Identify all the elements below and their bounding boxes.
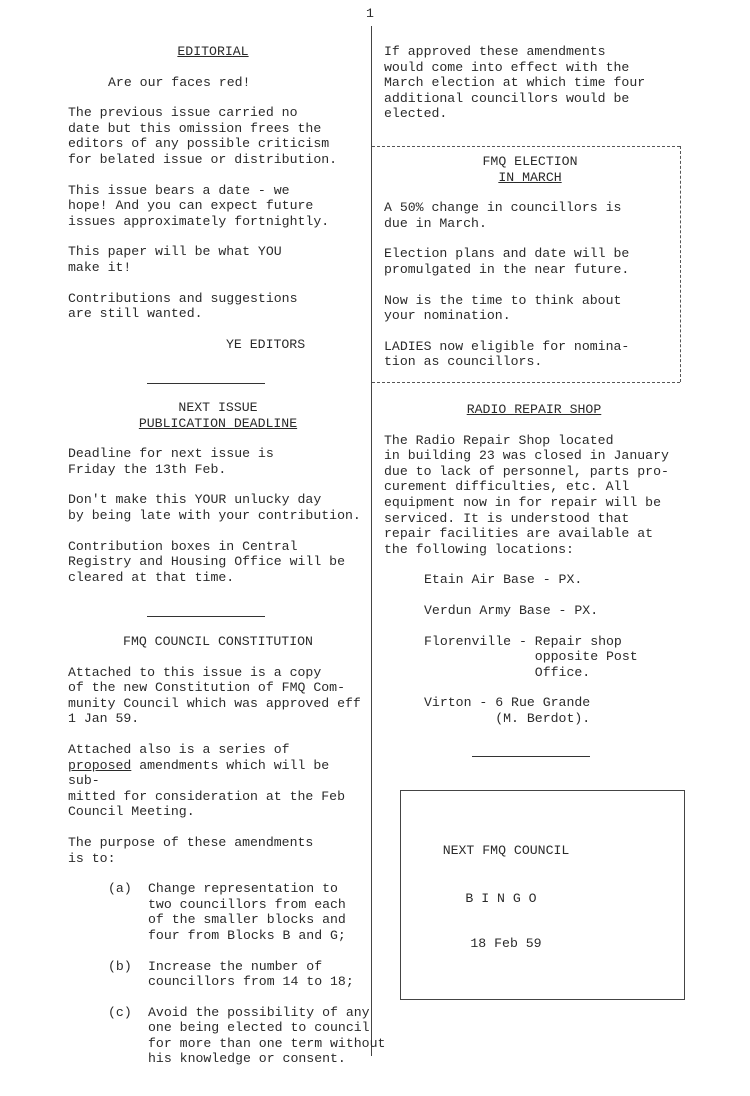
next-issue-paragraph: Contribution boxes in Central Registry and Housing Office will be cleared at that time.: [68, 538, 345, 585]
election-box-top: [372, 146, 680, 147]
amendments-rest: amendments which will be sub- mitted for consideration at the Feb Council Meeting.: [68, 757, 345, 820]
next-issue-paragraph: Don't make this YOUR unlucky day by being late with your contribution.: [68, 492, 361, 523]
editorial-paragraph: This paper will be what YOU make it!: [68, 244, 282, 275]
election-paragraph: A 50% change in councillors is due in March.: [384, 200, 622, 231]
radio-title: RADIO REPAIR SHOP: [466, 402, 602, 417]
editorial-lead: Are our faces red!: [108, 74, 251, 90]
editorial-paragraph: This issue bears a date - we hope! And you can expect future issues approximately fortnightly.: [68, 182, 330, 229]
constitution-paragraph: The purpose of these amendments is to:: [68, 834, 314, 866]
election-box-bottom: [372, 382, 680, 383]
radio-paragraph: The Radio Repair Shop located in building 23 was closed in January due to lack of personnel, parts pro- curement difficulties, etc. All equipment now in for repair will be serviced. It is understood that repair facilities are available at the following locations:: [384, 432, 669, 557]
section-rule: [147, 616, 265, 617]
constitution-continued: If approved these amendments would come into effect with the March election at which time four additional councillors would be elected.: [384, 44, 646, 122]
next-issue-section: [68, 400, 368, 585]
election-paragraph: LADIES now eligible for nomina- tion as councillors.: [384, 338, 630, 370]
election-subtitle: IN MARCH: [498, 169, 562, 185]
amendment-item: [108, 881, 368, 943]
editorial-title: EDITORIAL: [177, 44, 249, 59]
election-box-right: [680, 146, 681, 382]
bingo-date: 18 Feb 59: [470, 936, 542, 951]
proposed-word: proposed: [68, 757, 132, 773]
amendments-lead: Attached also is a series of: [68, 741, 290, 757]
editorial-signature: YE EDITORS: [226, 336, 306, 352]
amendment-label: (c): [108, 1004, 132, 1020]
amendment-label: (a): [108, 881, 132, 897]
bingo-council-line: NEXT FMQ COUNCIL: [442, 843, 570, 858]
election-paragraph: Now is the time to think about your nomination.: [384, 292, 622, 324]
constitution-amendments-paragraph: [68, 742, 368, 820]
amendment-item: [108, 1004, 386, 1067]
amendment-item: [108, 959, 368, 990]
section-rule: [472, 756, 590, 757]
amendment-text: Increase the number of councillors from 14 to 18;: [148, 958, 354, 990]
amendment-label: (b): [108, 958, 132, 974]
constitution-title: FMQ COUNCIL CONSTITUTION: [123, 634, 313, 649]
election-title: FMQ ELECTION: [482, 154, 578, 169]
amendment-text: Avoid the possibility of any one being elected to council for more than one term without his knowledge or consent.: [148, 1004, 386, 1067]
editorial-paragraph: The previous issue carried no date but this omission frees the editors of any possible criticism for belated issue or distribution.: [68, 105, 338, 167]
election-paragraph: Election plans and date will be promulgated in the near future.: [384, 246, 630, 277]
bingo-box: [400, 790, 685, 1000]
election-section: [384, 154, 676, 370]
section-rule: [147, 383, 265, 384]
radio-location: Verdun Army Base - PX.: [424, 602, 599, 618]
constitution-paragraph: Attached to this issue is a copy of the new Constitution of FMQ Com- munity Council which was approved eff 1 Jan 59.: [68, 664, 361, 727]
constitution-section: [68, 634, 386, 1067]
next-issue-paragraph: Deadline for next issue is Friday the 13th Feb.: [68, 446, 274, 477]
radio-location: Virton - 6 Rue Grande (M. Berdot).: [424, 695, 591, 726]
editorial-section: [68, 44, 358, 352]
page-number: 1: [366, 6, 374, 21]
bingo-title: B I N G O: [465, 891, 537, 906]
radio-location: Florenville - Repair shop opposite Post Office.: [424, 633, 638, 680]
amendment-text: Change representation to two councillors from each of the smaller blocks and four from Blocks B and G;: [148, 881, 346, 943]
next-issue-subtitle: PUBLICATION DEADLINE: [138, 415, 298, 431]
next-issue-title: NEXT ISSUE: [178, 400, 258, 415]
editorial-paragraph: Contributions and suggestions are still wanted.: [68, 290, 298, 322]
radio-section: [384, 402, 684, 727]
radio-location: Etain Air Base - PX.: [424, 572, 583, 588]
